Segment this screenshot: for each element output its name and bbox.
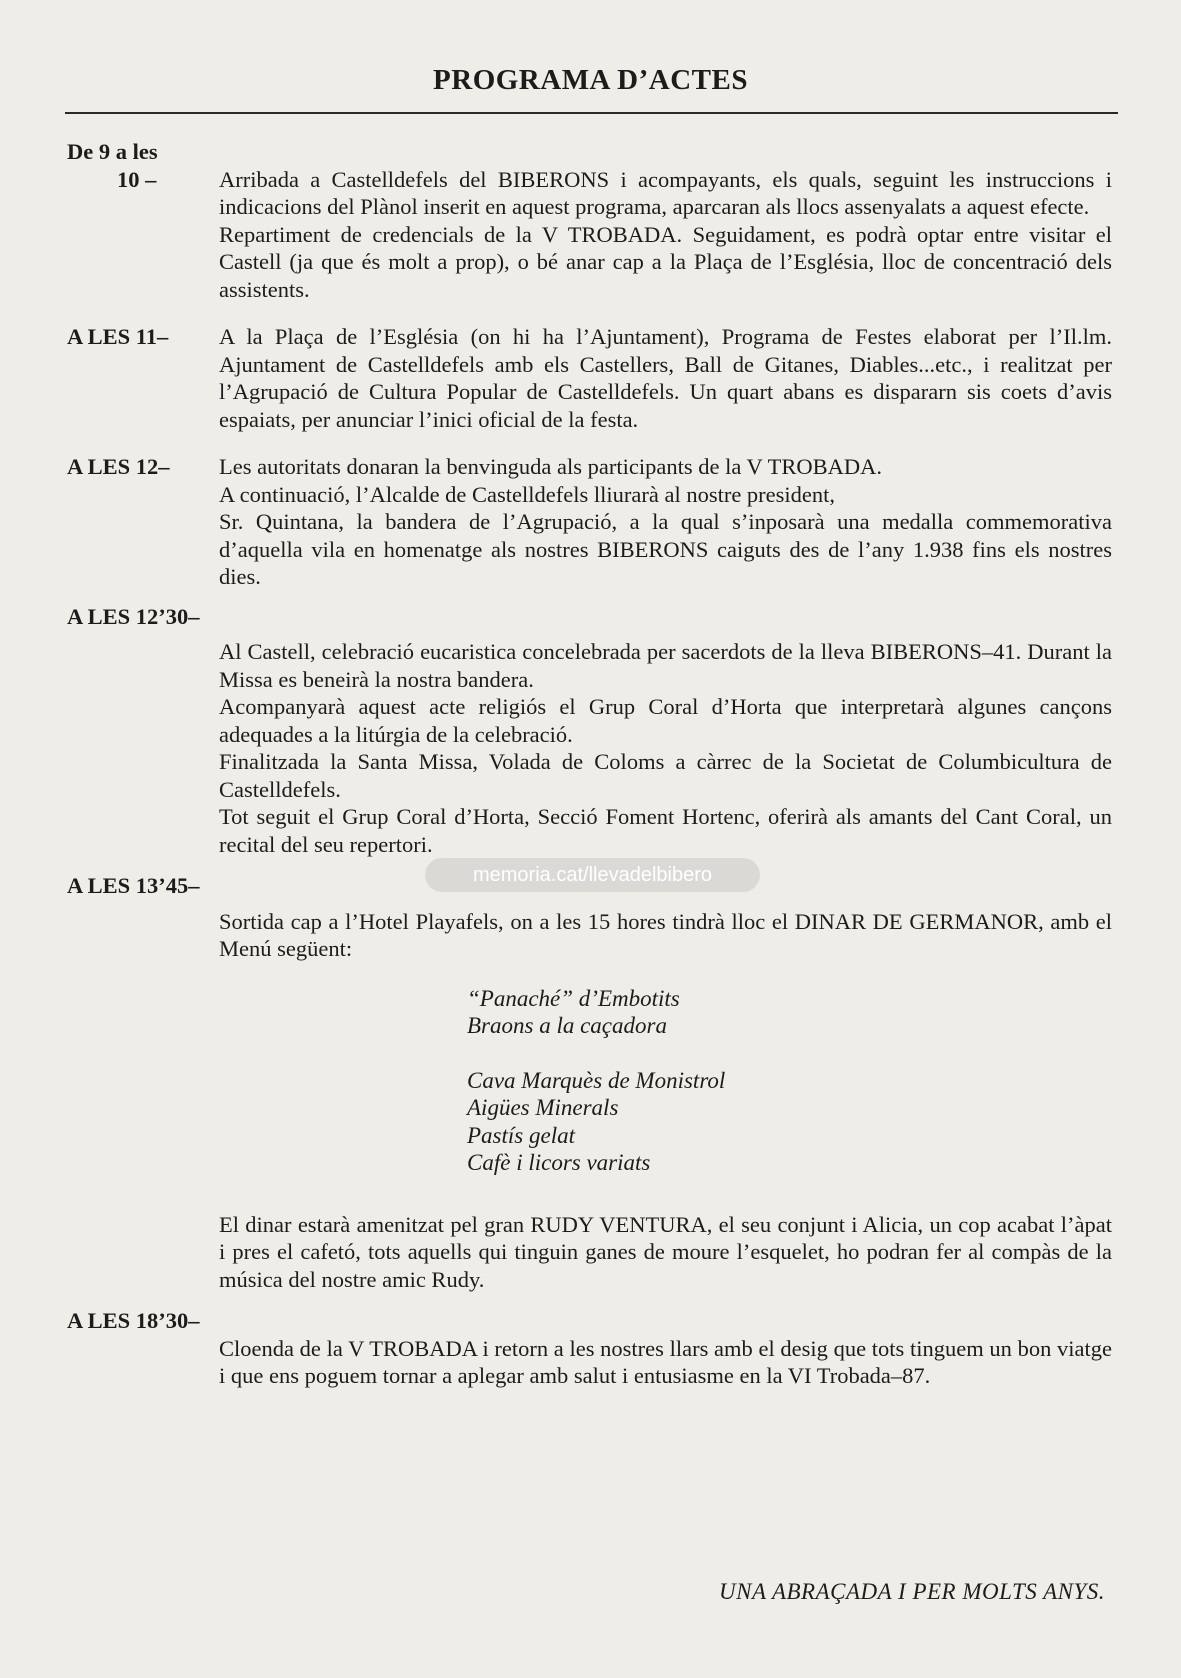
program-entry-12-30 bbox=[67, 603, 1112, 859]
menu-item: Cafè i licors variats bbox=[467, 1150, 651, 1175]
entry-time-label: 10 – bbox=[117, 166, 157, 192]
entry-paragraph: A continuació, l’Alcalde de Castelldefels lliurarà al nostre president, bbox=[219, 481, 836, 507]
entry-time-label: A LES 18’30– bbox=[67, 1308, 200, 1333]
program-entry-18-30 bbox=[67, 1307, 1112, 1390]
entry-paragraph: Tot seguit el Grup Coral d’Horta, Secció Foment Hortenc, oferirà als amants del Cant Coral, un recital del seu repertori. bbox=[219, 804, 1112, 857]
lunch-menu bbox=[467, 985, 1112, 1177]
menu-item: Pastís gelat bbox=[467, 1122, 575, 1148]
entry-time-label: De 9 a les bbox=[67, 139, 158, 164]
entry-paragraph: Arribada a Castelldefels del BIBERONS i acompayants, els quals, seguint les instruccions i indicacions del Plànol inserit en aquest programa, aparcaran als llocs assenyalats a aquest efecte. bbox=[219, 166, 1112, 219]
entry-paragraph: A la Plaça de l’Església (on hi ha l’Ajuntament), Programa de Festes elaborat per l’Il.lm. Ajuntament de Castelldefels amb els Castellers, Ball de Gitanes, Diables...etc., i realitzat per l’Agrupació de Cultura Popular de Castelldefels. Un quart abans es dispararn sis coets d’avis espaiats, per anunciar l’inici oficial de la festa. bbox=[219, 324, 1112, 432]
entry-time-label: A LES 12’30– bbox=[67, 603, 200, 629]
entry-time-label: A LES 12– bbox=[67, 454, 170, 479]
entry-description bbox=[219, 638, 1112, 858]
entry-description bbox=[219, 166, 1112, 304]
entry-paragraph: Les autoritats donaran la benvinguda als participants de la V TROBADA. bbox=[219, 454, 882, 479]
entry-description bbox=[219, 323, 1112, 433]
menu-item: “Panaché” d’Embotits bbox=[467, 985, 680, 1011]
entry-paragraph: Al Castell, celebració eucaristica concelebrada per sacerdots de la lleva BIBERONS–41. Durant la Missa es beneirà la nostra bandera. bbox=[219, 639, 1112, 692]
entry-paragraph: Acompanyarà aquest acte religiós el Grup Coral d’Horta que interpretarà algunes cançons adequades a la litúrgia de la celebració. bbox=[219, 694, 1112, 747]
menu-item: Cava Marquès de Monistrol bbox=[467, 1067, 726, 1093]
entry-description bbox=[219, 908, 1112, 963]
entry-paragraph: Finalitzada la Santa Missa, Volada de Coloms a càrrec de la Societat de Columbicultura de Castelldefels. bbox=[219, 749, 1112, 802]
entry-time-label: A LES 11– bbox=[67, 324, 169, 349]
program-entry-12 bbox=[67, 453, 1112, 591]
program-entry-11 bbox=[67, 323, 1112, 433]
menu-item: Aigües Minerals bbox=[467, 1095, 619, 1120]
entry-paragraph: Cloenda de la V TROBADA i retorn a les nostres llars amb el desig que tots tinguem un bon viatge i que ens poguem tornar a aplegar amb salut i entusiasme en la VI Trobada–87. bbox=[219, 1335, 1112, 1388]
program-entry-arrival bbox=[67, 138, 1112, 303]
watermark-url: memoria.cat/llevadelbibero bbox=[425, 858, 760, 892]
entry-paragraph: Repartiment de credencials de la V TROBADA. Seguidament, es podrà optar entre visitar el Castell (ja que és molt a prop), o bé anar cap a la Plaça de l’Església, lloc de concentració dels assistents. bbox=[219, 221, 1112, 302]
entry-description bbox=[219, 1211, 1112, 1294]
closing-greeting: UNA ABRAÇADA I PER MOLTS ANYS. bbox=[719, 1579, 1105, 1604]
entry-paragraph: Sortida cap a l’Hotel Playafels, on a les 15 hores tindrà lloc el DINAR DE GERMANOR, amb el Menú següent: bbox=[219, 908, 1112, 961]
title-divider bbox=[65, 112, 1118, 114]
entry-description bbox=[219, 453, 1112, 591]
program-content bbox=[67, 138, 1112, 1390]
entry-paragraph: Sr. Quintana, la bandera de l’Agrupació, a la qual s’inposarà una medalla commemorativa d’aquella vila en homenatge als nostres BIBERONS caiguts des de l’any 1.938 fins els nostres dies. bbox=[219, 509, 1112, 589]
page-title: PROGRAMA D’ACTES bbox=[433, 64, 748, 96]
program-entry-13-45 bbox=[67, 872, 1112, 1293]
entry-paragraph: El dinar estarà amenitzat pel gran RUDY VENTURA, el seu conjunt i Alicia, un cop acabat l’àpat i pres el cafetó, tots aquells qui tinguin ganes de moure l’esquelet, ho podran fer al compàs de la música del nostre amic Rudy. bbox=[219, 1211, 1112, 1292]
entry-time-label: A LES 13’45– bbox=[67, 873, 200, 898]
menu-item: Braons a la caçadora bbox=[467, 1013, 667, 1038]
entry-description bbox=[219, 1335, 1112, 1390]
